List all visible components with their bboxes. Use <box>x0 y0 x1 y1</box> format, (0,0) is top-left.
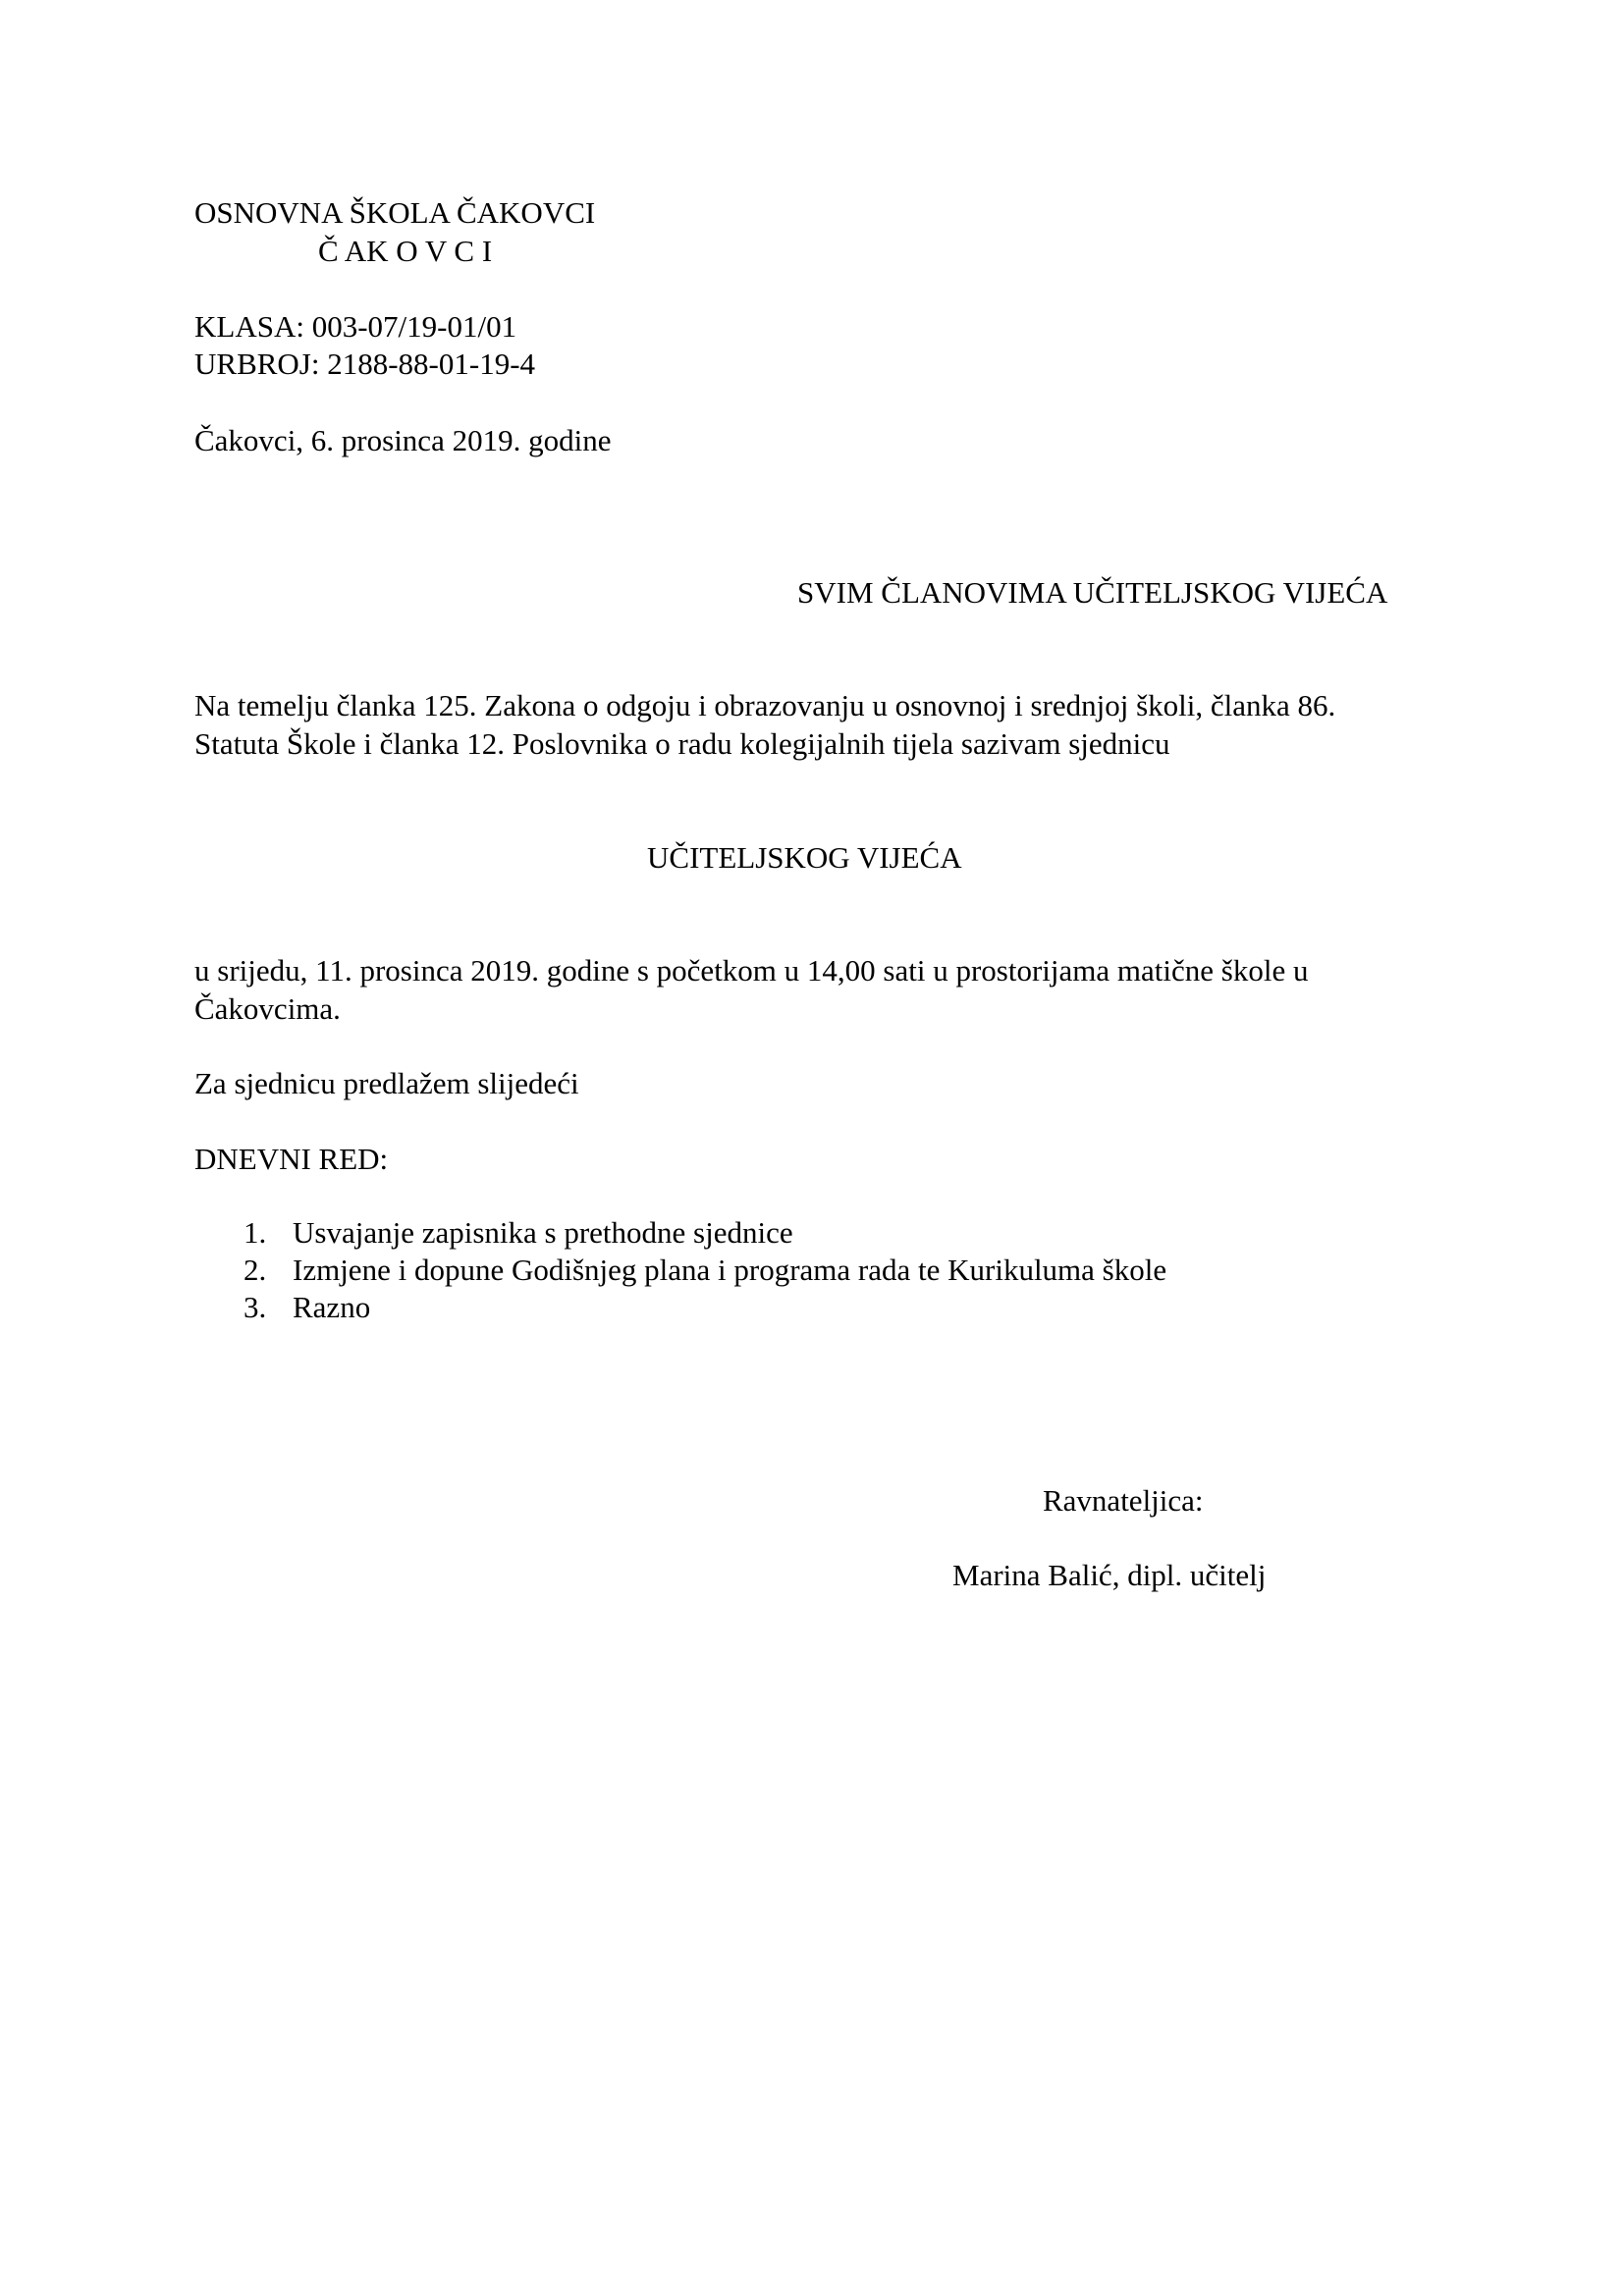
agenda-heading: DNEVNI RED: <box>194 1142 389 1176</box>
agenda-item-text: Razno <box>293 1290 371 1324</box>
date-line: Čakovci, 6. prosinca 2019. godine <box>194 423 612 457</box>
agenda-item-number: 3. <box>243 1290 267 1324</box>
session-title: UČITELJSKOG VIJEĆA <box>647 840 962 875</box>
proposal-line: Za sjednicu predlažem slijedeći <box>194 1066 579 1100</box>
meeting-paragraph-line-2: Čakovcima. <box>194 991 341 1026</box>
signature-name: Marina Balić, dipl. učitelj <box>952 1558 1267 1592</box>
recipient-line: SVIM ČLANOVIMA UČITELJSKOG VIJEĆA <box>797 575 1388 610</box>
agenda-item-text: Usvajanje zapisnika s prethodne sjednice <box>293 1215 793 1250</box>
school-name: OSNOVNA ŠKOLA ČAKOVCI <box>194 195 596 230</box>
klasa-line: KLASA: 003-07/19-01/01 <box>194 309 517 344</box>
agenda-item-number: 2. <box>243 1253 267 1287</box>
intro-paragraph-line-2: Statuta Škole i članka 12. Poslovnika o radu kolegijalnih tijela sazivam sjednicu <box>194 726 1170 761</box>
signature-title: Ravnateljica: <box>1043 1483 1204 1518</box>
intro-paragraph-line-1: Na temelju članka 125. Zakona o odgoju i obrazovanju u osnovnoj i srednjoj školi, članka 86. <box>194 688 1336 722</box>
school-place: Č AK O V C I <box>318 234 493 268</box>
agenda-item-number: 1. <box>243 1215 267 1250</box>
agenda-item-text: Izmjene i dopune Godišnjeg plana i programa rada te Kurikuluma škole <box>293 1253 1167 1287</box>
meeting-paragraph-line-1: u srijedu, 11. prosinca 2019. godine s početkom u 14,00 sati u prostorijama matične škole u <box>194 953 1309 988</box>
urbroj-line: URBROJ: 2188-88-01-19-4 <box>194 347 536 381</box>
